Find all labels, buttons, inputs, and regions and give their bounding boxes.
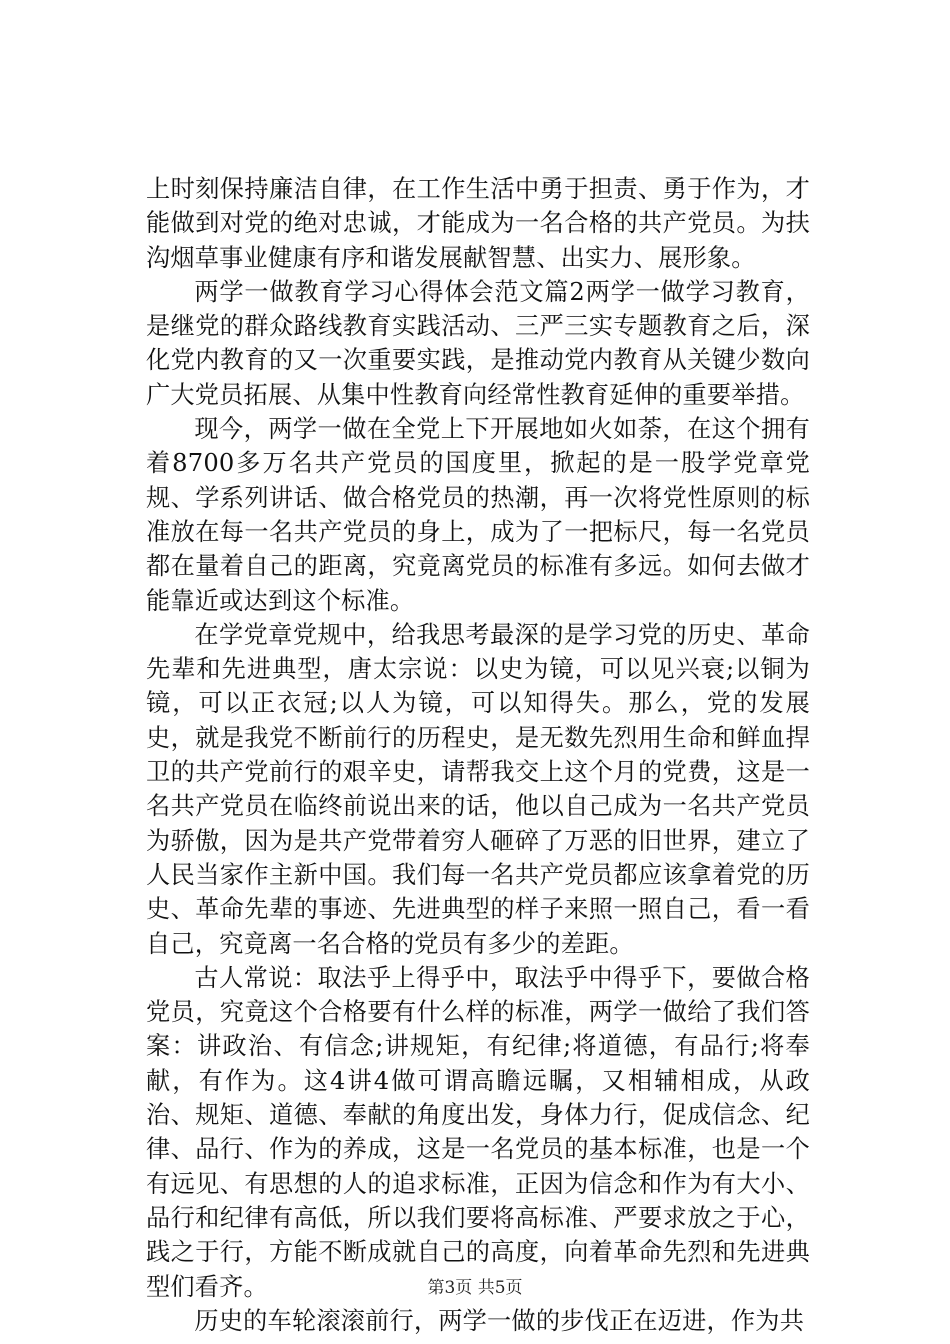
paragraph-3: 现今，两学一做在全党上下开展地如火如荼，在这个拥有着8700多万名共产党员的国度里，掀起的是一股学党章党规、学系列讲话、做合格党员的热潮，再一次将党性原则的标准放在每一名共产党员的身上，成为了一把标尺，每一名党员都在量着自己的距离，究竟离党员的标准有多远。如何去做才能靠近或达到这个标准。 bbox=[146, 415, 810, 615]
page-footer: 第3页 共5页 bbox=[427, 1278, 523, 1298]
paragraph-4: 在学党章党规中，给我思考最深的是学习党的历史、革命先辈和先进典型，唐太宗说：以史为镜，可以见兴衰;以铜为镜，可以正衣冠;以人为镜，可以知得失。那么，党的发展史，就是我党不断前行的历程史，是无数先烈用生命和鲜血捍卫的共产党前行的艰辛史，请帮我交上这个月的党费，这是一名共产党员在临终前说出来的话，他以自己成为一名共产党员为骄傲，因为是共产党带着穷人砸碎了万恶的旧世界，建立了人民当家作主新中国。我们每一名共产党员都应该拿着党的历史、革命先辈的事迹、先进典型的样子来照一照自己，看一看自己，究竟离一名合格的党员有多少的差距。 bbox=[146, 620, 810, 958]
paragraph-1: 上时刻保持廉洁自律，在工作生活中勇于担责、勇于作为，才能做到对党的绝对忠诚，才能成为一名合格的共产党员。为扶沟烟草事业健康有序和谐发展献智慧、出实力、展形象。 bbox=[146, 175, 810, 272]
document-body bbox=[146, 172, 810, 1338]
paragraph-2: 两学一做教育学习心得体会范文篇2两学一做学习教育，是继党的群众路线教育实践活动、三严三实专题教育之后，深化党内教育的又一次重要实践，是推动党内教育从关键少数向广大党员拓展、从集中性教育向经常性教育延伸的重要举措。 bbox=[146, 277, 810, 409]
paragraph-6: 历史的车轮滚滚前行，两学一做的步伐正在迈进，作为共 bbox=[194, 1306, 805, 1335]
paragraph-5: 古人常说：取法乎上得乎中，取法乎中得乎下，要做合格党员，究竟这个合格要有什么样的标准，两学一做给了我们答案：讲政治、有信念;讲规矩，有纪律;将道德，有品行;将奉献，有作为。这4讲4做可谓高瞻远瞩，又相辅相成，从政治、规矩、道德、奉献的角度出发，身体力行，促成信念、纪律、品行、作为的养成，这是一名党员的基本标准，也是一个有远见、有思想的人的追求标准，正因为信念和作为有大小、品行和纪律有高低，所以我们要将高标准、严要求放之于心，践之于行，方能不断成就自己的高度，向着革命先烈和先进典型们看齐。 bbox=[146, 963, 810, 1301]
